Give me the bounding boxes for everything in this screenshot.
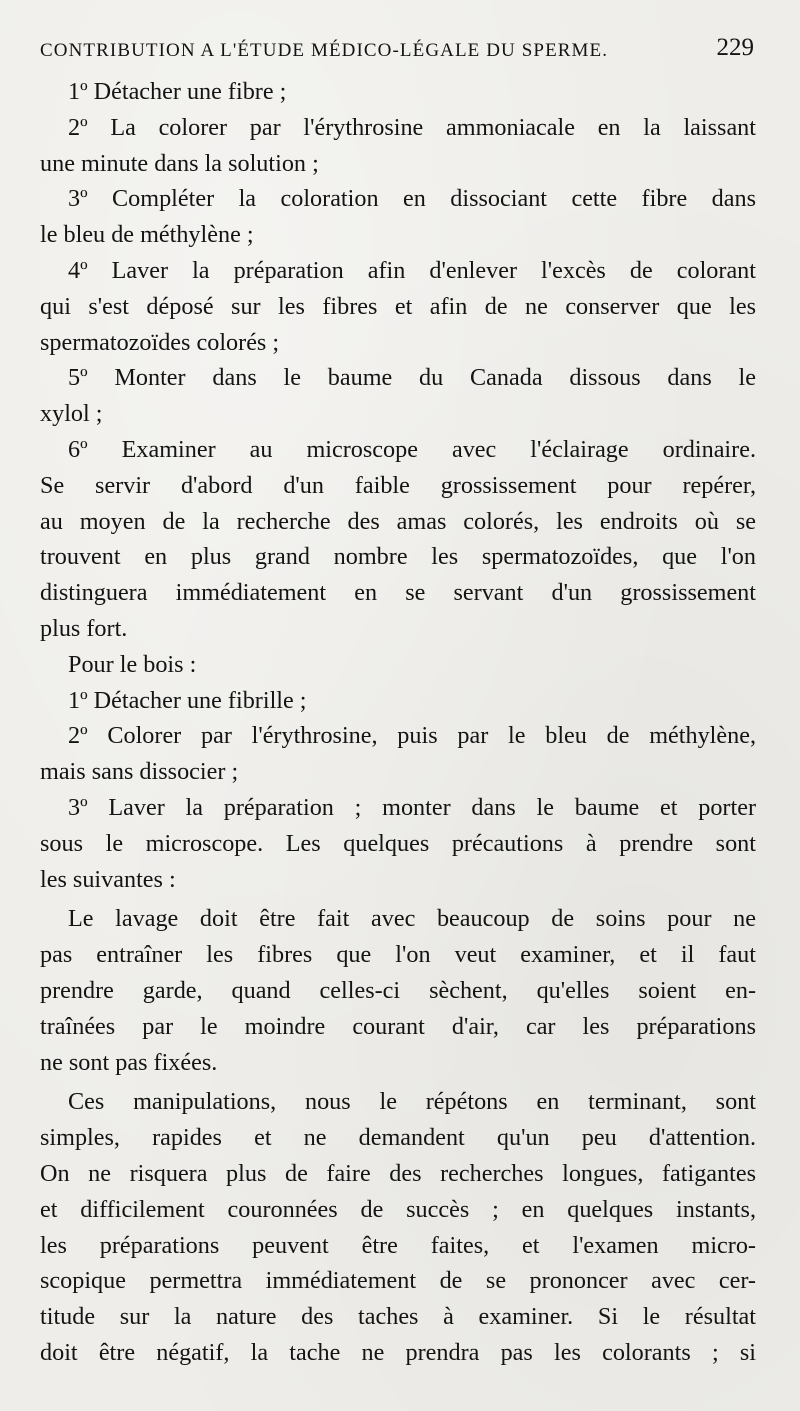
text-line: 6º Examiner au microscope avec l'éclairage ordinaire. <box>68 435 756 463</box>
text-line: On ne risquera plus de faire des recherches longues, fatigantes <box>40 1159 756 1187</box>
text-line: prendre garde, quand celles-ci sèchent, qu'elles soient en- <box>40 976 756 1004</box>
text-line: simples, rapides et ne demandent qu'un peu d'attention. <box>40 1124 756 1152</box>
text-line: Pour le bois : <box>68 650 197 678</box>
running-title: CONTRIBUTION A L'ÉTUDE MÉDICO-LÉGALE DU SPERME. <box>40 40 609 61</box>
text-line: 4º Laver la préparation afin d'enlever l'excès de colorant <box>68 256 756 284</box>
text-line: plus fort. <box>40 614 128 642</box>
text-line: les suivantes : <box>40 865 176 893</box>
text-line: xylol ; <box>40 400 103 428</box>
text-line: traînées par le moindre courant d'air, car les préparations <box>40 1012 756 1040</box>
page-number: 229 <box>716 34 754 61</box>
text-line: scopique permettra immédiatement de se prononcer avec cer- <box>40 1267 756 1295</box>
text-line: les préparations peuvent être faites, et l'examen micro- <box>40 1231 756 1259</box>
text-line: qui s'est déposé sur les fibres et afin de ne conserver que les <box>40 292 756 320</box>
text-line: 3º Compléter la coloration en dissociant cette fibre dans <box>68 185 756 213</box>
text-line: 1º Détacher une fibre ; <box>68 78 287 105</box>
text-line: pas entraîner les fibres que l'on veut examiner, et il faut <box>40 941 756 969</box>
text-line: une minute dans la solution ; <box>40 149 319 177</box>
page-header <box>40 34 754 70</box>
text-line: 2º Colorer par l'érythrosine, puis par le bleu de méthylène, <box>68 722 756 750</box>
text-line: au moyen de la recherche des amas colorés, les endroits où se <box>40 507 756 535</box>
text-line: doit être négatif, la tache ne prendra pas les colorants ; si <box>40 1338 756 1366</box>
text-line: 2º La colorer par l'érythrosine ammoniacale en la laissant <box>68 113 756 141</box>
text-line: spermatozoïdes colorés ; <box>40 328 280 356</box>
text-line: 1º Détacher une fibrille ; <box>68 686 307 714</box>
body-text <box>40 74 756 1371</box>
text-line: titude sur la nature des taches à examiner. Si le résultat <box>40 1303 756 1331</box>
text-line: 5º Monter dans le baume du Canada dissous dans le <box>68 364 756 392</box>
text-line: et difficilement couronnées de succès ; en quelques instants, <box>40 1195 756 1223</box>
text-line: Le lavage doit être fait avec beaucoup de soins pour ne <box>68 905 756 933</box>
text-line: 3º Laver la préparation ; monter dans le baume et porter <box>68 793 756 821</box>
text-line: ne sont pas fixées. <box>40 1048 218 1076</box>
text-line: distinguera immédiatement en se servant d'un grossissement <box>40 579 756 607</box>
text-line: mais sans dissocier ; <box>40 758 239 786</box>
text-line: Se servir d'abord d'un faible grossissement pour repérer, <box>40 471 756 499</box>
text-line: Ces manipulations, nous le répétons en terminant, sont <box>68 1088 756 1116</box>
text-line: sous le microscope. Les quelques précautions à prendre sont <box>40 829 756 857</box>
text-line: le bleu de méthylène ; <box>40 221 254 249</box>
text-line: trouvent en plus grand nombre les spermatozoïdes, que l'on <box>40 543 756 571</box>
